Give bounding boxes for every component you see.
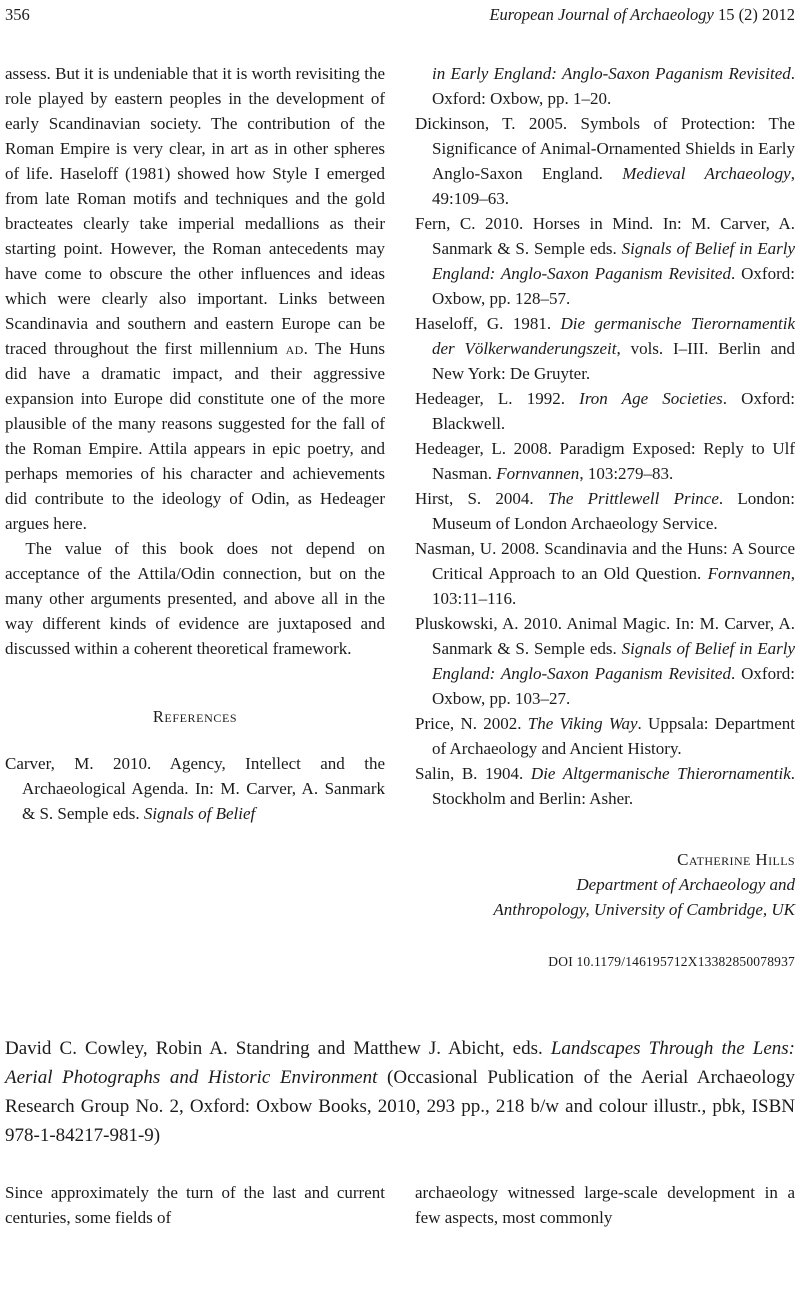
right-column xyxy=(415,61,795,970)
reference-entry-hirst: Hirst, S. 2004. The Prittlewell Prince. London: Museum of London Archaeology Service. xyxy=(415,489,795,533)
next-review-left-column: Since approximately the turn of the last and current centuries, some fields of xyxy=(5,1183,385,1227)
author-affiliation-line-1: Department of Archaeology and xyxy=(576,875,795,894)
review-body xyxy=(5,61,795,970)
reference-entry-dickinson: Dickinson, T. 2005. Symbols of Protection: The Significance of Animal-Ornamented Shields in Early Anglo-Saxon England. Medieval Archaeology, 49:109–63. xyxy=(415,114,795,208)
reference-entry-hedeager-1992: Hedeager, L. 1992. Iron Age Societies. Oxford: Blackwell. xyxy=(415,389,795,433)
reference-entry-carver: Carver, M. 2010. Agency, Intellect and the Archaeological Agenda. In: M. Carver, A. Sanmark & S. Semple eds. Signals of Belief xyxy=(5,754,385,823)
reference-entry-hedeager-2008: Hedeager, L. 2008. Paradigm Exposed: Reply to Ulf Nasman. Fornvannen, 103:279–83. xyxy=(415,439,795,483)
journal-title: European Journal of Archaeology 15 (2) 2012 xyxy=(489,5,795,24)
reference-entry-haseloff: Haseloff, G. 1981. Die germanische Tierornamentik der Völkerwanderungszeit, vols. I–III. Berlin and New York: De Gruyter. xyxy=(415,314,795,383)
reference-entry-nasman: Nasman, U. 2008. Scandinavia and the Huns: A Source Critical Approach to an Old Question. Fornvannen, 103:11–116. xyxy=(415,539,795,608)
next-review-body xyxy=(5,1180,795,1230)
review-paragraph-2: The value of this book does not depend on acceptance of the Attila/Odin connection, but on the many other arguments presented, and above all in the way different kinds of evidence are juxtaposed and discussed within a coherent theoretical framework. xyxy=(5,539,385,658)
reference-entry-price: Price, N. 2002. The Viking Way. Uppsala: Department of Archaeology and Ancient History. xyxy=(415,714,795,758)
page-number: 356 xyxy=(5,5,30,24)
reference-entry-fern: Fern, C. 2010. Horses in Mind. In: M. Carver, A. Sanmark & S. Semple eds. Signals of Belief in Early England: Anglo-Saxon Paganism Revisited. Oxford: Oxbow, pp. 128–57. xyxy=(415,214,796,308)
reference-entry-salin: Salin, B. 1904. Die Altgermanische Thierornamentik. Stockholm and Berlin: Asher. xyxy=(415,764,795,808)
author-affiliation-line-2: Anthropology, University of Cambridge, UK xyxy=(493,900,795,919)
next-review-heading: David C. Cowley, Robin A. Standring and Matthew J. Abicht, eds. Landscapes Through the Lens: Aerial Photographs and Historic Environment (Occasional Publication of the Aerial Archaeology Research Group No. 2, Oxford: Oxbow Books, 2010, 293 pp., 218 b/w and colour illustr., pbk, ISBN 978-1-84217-981-9) xyxy=(5,1038,795,1146)
reference-entry-pluskowski: Pluskowski, A. 2010. Animal Magic. In: M. Carver, A. Sanmark & S. Semple eds. Signals of Belief in Early England: Anglo-Saxon Paganism Revisited. Oxford: Oxbow, pp. 103–27. xyxy=(415,614,796,708)
page-header xyxy=(5,5,795,25)
reference-entry-carver-continued: in Early England: Anglo-Saxon Paganism Revisited. Oxford: Oxbow, pp. 1–20. xyxy=(432,64,795,108)
doi: DOI 10.1179/146195712X13382850078937 xyxy=(548,954,795,969)
author-block xyxy=(415,847,795,970)
review-paragraph-1: assess. But it is undeniable that it is worth revisiting the role played by eastern peoples in the development of early Scandinavian society. The contribution of the Roman Empire is very clear, in art as in other spheres of life. Haseloff (1981) showed how Style I emerged from late Roman motifs and techniques and the gold bracteates clearly take imperial medallions as their starting point. However, the Roman antecedents may have come to obscure the other influences and ideas which were clearly also important. Links between Scandinavia and southern and eastern Europe can be traced throughout the first millennium AD. The Huns did have a dramatic impact, and their aggressive expansion into Europe did constitute one of the more plausible of the many reasons suggested for the fall of the Roman Empire. Attila appears in epic poetry, and perhaps memories of his character and achievements did contribute to the ideology of Odin, as Hedeager argues here. xyxy=(5,64,386,533)
next-review-right-column: archaeology witnessed large-scale development in a few aspects, most commonly xyxy=(415,1183,795,1227)
author-name: Catherine Hills xyxy=(677,850,795,869)
next-review-section xyxy=(5,1034,795,1230)
references-heading: References xyxy=(152,707,238,726)
left-column xyxy=(5,61,385,970)
